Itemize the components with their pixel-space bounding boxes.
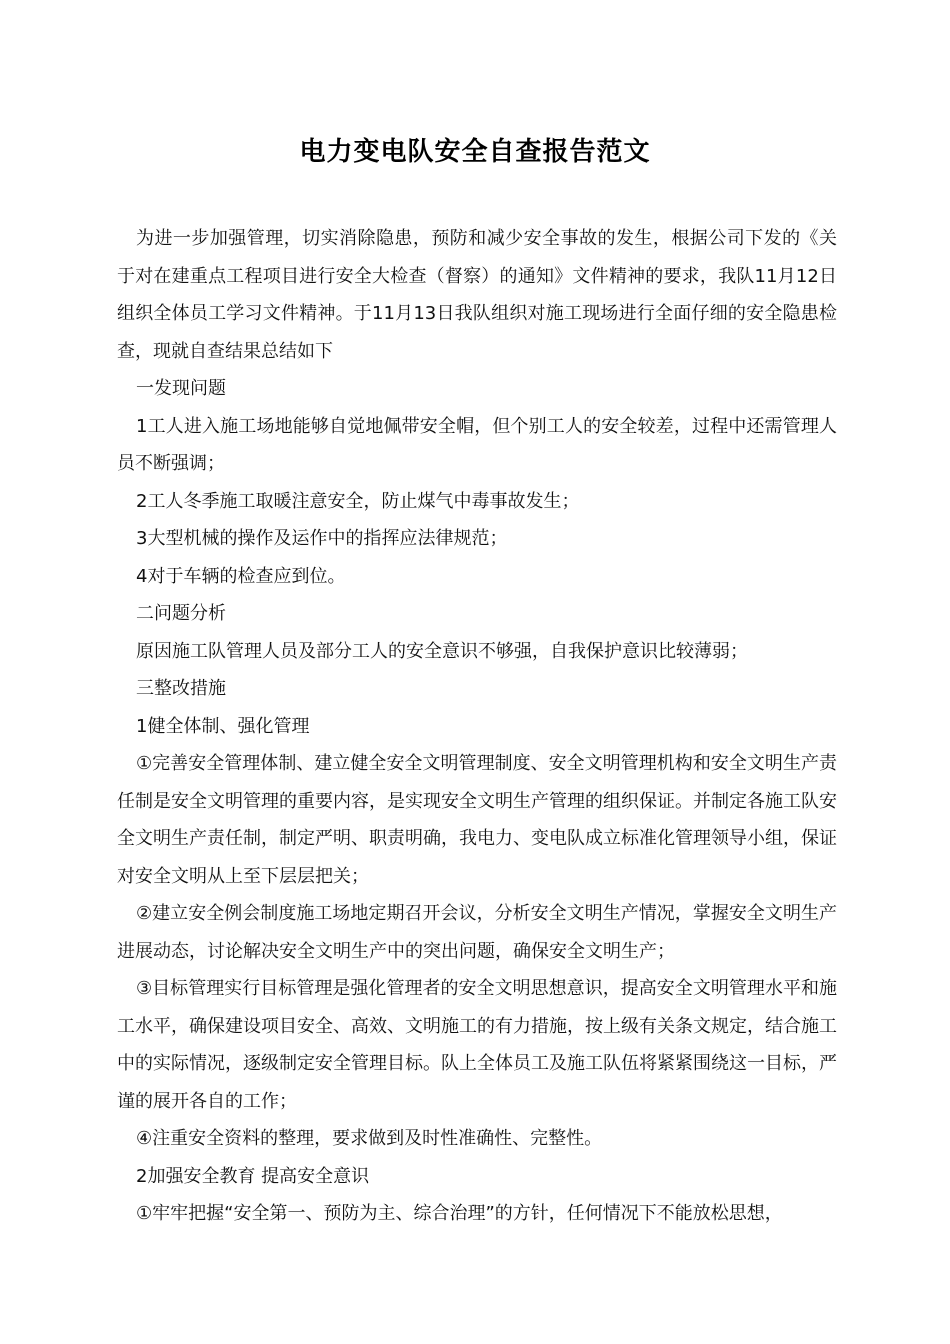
finding-item-2: 2工人冬季施工取暖注意安全，防止煤气中毒事故发生； [136, 490, 580, 512]
document-title: 电力变电队安全自查报告范文 [299, 137, 651, 167]
measure-subheading-1: 1健全体制、强化管理 [136, 715, 310, 737]
document-body [117, 220, 837, 1233]
measure-item-1-4: ④注重安全资料的整理，要求做到及时性准确性、完整性。 [136, 1128, 603, 1149]
analysis-paragraph: 原因施工队管理人员及部分工人的安全意识不够强，自我保护意识比较薄弱； [136, 640, 748, 662]
finding-item-1: 1工人进入施工场地能够自觉地佩带安全帽，但个别工人的安全较差，过程中还需管理人员不断强调； [117, 415, 837, 474]
measure-subheading-2: 2加强安全教育 提高安全意识 [136, 1165, 370, 1187]
finding-item-3: 3大型机械的操作及运作中的指挥应法律规范； [136, 528, 508, 549]
finding-item-4: 4对于车辆的检查应到位。 [136, 565, 346, 587]
section-heading-measures: 三整改措施 [136, 678, 226, 699]
intro-paragraph: 为进一步加强管理，切实消除隐患，预防和减少安全事故的发生，根据公司下发的《关于对在建重点工程项目进行安全大检查（督察）的通知》文件精神的要求，我队11月12日组织全体员工学习文件精神。于11月13日我队组织对施工现场进行全面仔细的安全隐患检查，现就自查结果总结如下 [117, 228, 837, 362]
measure-item-2-1: ①牢牢把握“安全第一、预防为主、综合治理”的方针，任何情况下不能放松思想， [136, 1203, 783, 1224]
section-heading-analysis: 二问题分析 [136, 603, 226, 624]
section-heading-findings: 一发现问题 [136, 378, 226, 399]
measure-item-1-3: ③目标管理实行目标管理是强化管理者的安全文明思想意识，提高安全文明管理水平和施工水平，确保建设项目安全、高效、文明施工的有力措施，按上级有关条文规定，结合施工中的实际情况，逐级制定安全管理目标。队上全体员工及施工队伍将紧紧围绕这一目标，严谨的展开各自的工作； [117, 978, 837, 1112]
measure-item-1-2: ②建立安全例会制度施工场地定期召开会议，分析安全文明生产情况，掌握安全文明生产进展动态，讨论解决安全文明生产中的突出问题，确保安全文明生产； [117, 903, 837, 962]
measure-item-1-1: ①完善安全管理体制、建立健全安全文明管理制度、安全文明管理机构和安全文明生产责任制是安全文明管理的重要内容，是实现安全文明生产管理的组织保证。并制定各施工队安全文明生产责任制，制定严明、职责明确，我电力、变电队成立标准化管理领导小组，保证对安全文明从上至下层层把关； [117, 753, 837, 887]
